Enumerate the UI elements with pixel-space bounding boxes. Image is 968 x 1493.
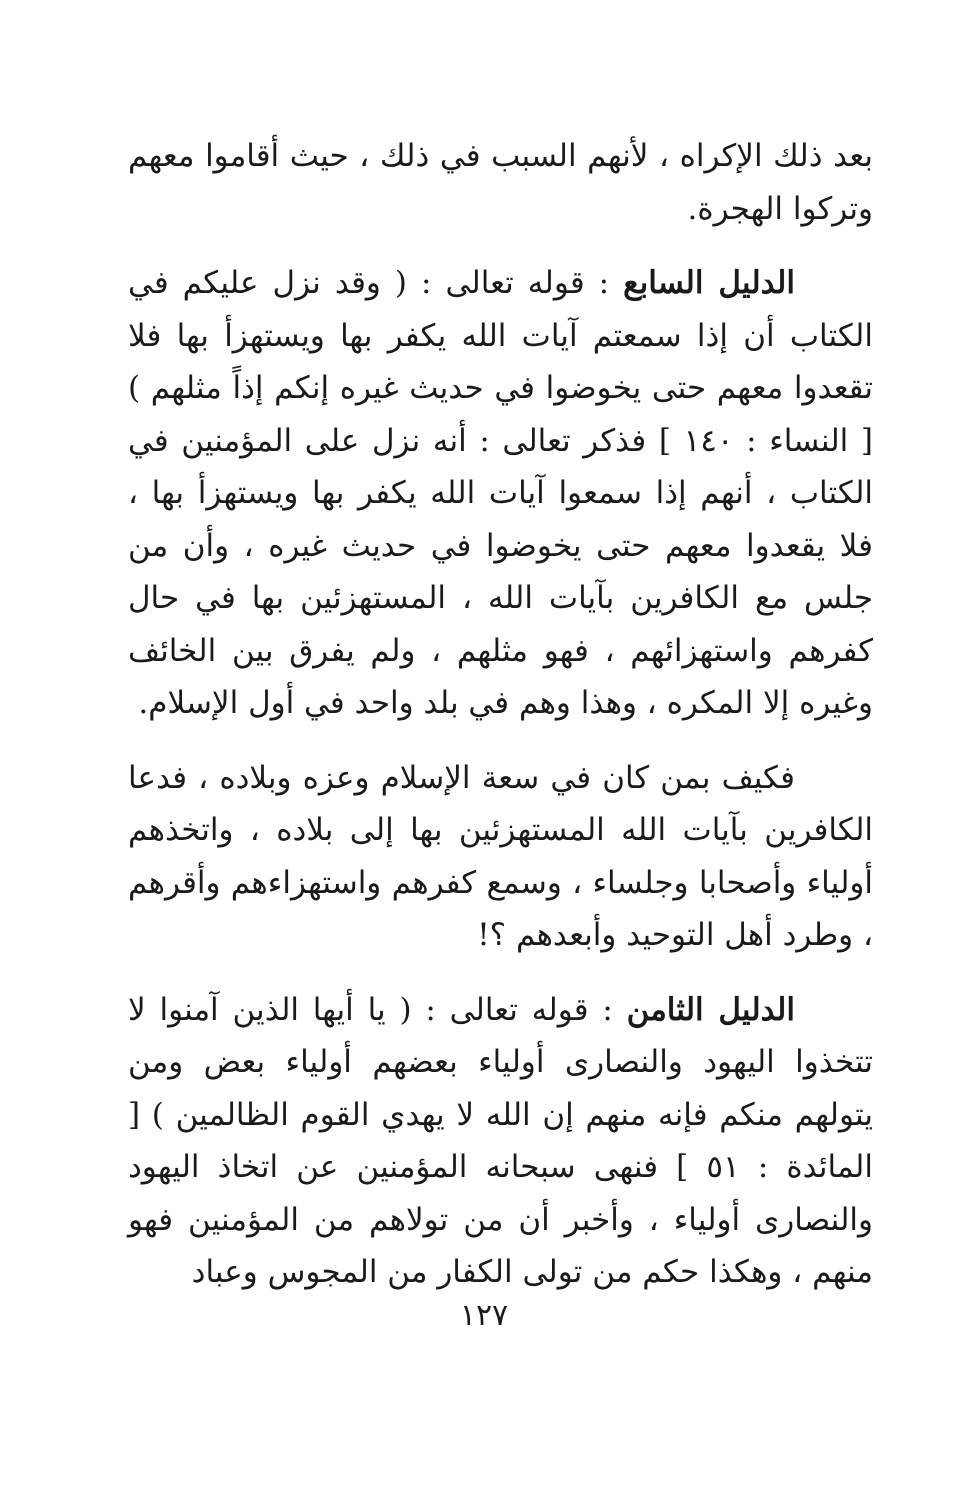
- paragraph-1: [128, 130, 873, 235]
- paragraph-2-heading: الدليل السابع: [623, 265, 795, 301]
- paragraph-2-text: : قوله تعالى : ( وقد نزل عليكم في الكتاب أن إذا سمعتم آيات الله يكفر بها ويستهزأ بها فلا تقعدوا معهم حتى يخوضوا في حديث غيره إنكم إذاً مثلهم ) [ النساء : ١٤٠ ] فذكر تعالى : أنه نزل على المؤمنين في الكتاب ، أنهم إذا سمعوا آيات الله يكفر بها ويستهزأ بها ، فلا يقعدوا معهم حتى يخوضوا في حديث غيره ، وأن من جلس مع الكافرين بآيات الله ، المستهزئين بها في حال كفرهم واستهزائهم ، فهو مثلهم ، ولم يفرق بين الخائف وغيره إلا المكره ، وهذا وهم في بلد واحد في أول الإسلام.: [128, 265, 873, 721]
- paragraph-2: [128, 257, 873, 730]
- paragraph-1-text: بعد ذلك الإكراه ، لأنهم السبب في ذلك ، حيث أقاموا معهم وتركوا الهجرة.: [128, 138, 873, 227]
- paragraph-4-heading: الدليل الثامن: [626, 991, 795, 1028]
- paragraph-3-text: فكيف بمن كان في سعة الإسلام وعزه وبلاده ، فدعا الكافرين بآيات الله المستهزئين بها إلى بلاده ، واتخذهم أولياء وأصحابا وجلساء ، وسمع كفرهم واستهزاءهم وأقرهم ، وطرد أهل التوحيد وأبعدهم ؟!: [128, 759, 873, 953]
- paragraph-4-text: : قوله تعالى : ( يا أيها الذين آمنوا لا تتخذوا اليهود والنصارى أولياء بعضهم أولياء بعض ومن يتولهم منكم فإنه منهم إن الله لا يهدي القوم الظالمين ) [ المائدة : ٥١ ] فنهى سبحانه المؤمنين عن اتخاذ اليهود والنصارى أولياء ، وأخبر أن من تولاهم من المؤمنين فهو منهم ، وهكذا حكم من تولى الكفار من المجوس وعباد: [128, 991, 873, 1290]
- page-body: [128, 130, 873, 1299]
- paragraph-4: [128, 984, 873, 1299]
- paragraph-3: [128, 752, 873, 962]
- page-number: ١٢٧: [459, 1298, 509, 1333]
